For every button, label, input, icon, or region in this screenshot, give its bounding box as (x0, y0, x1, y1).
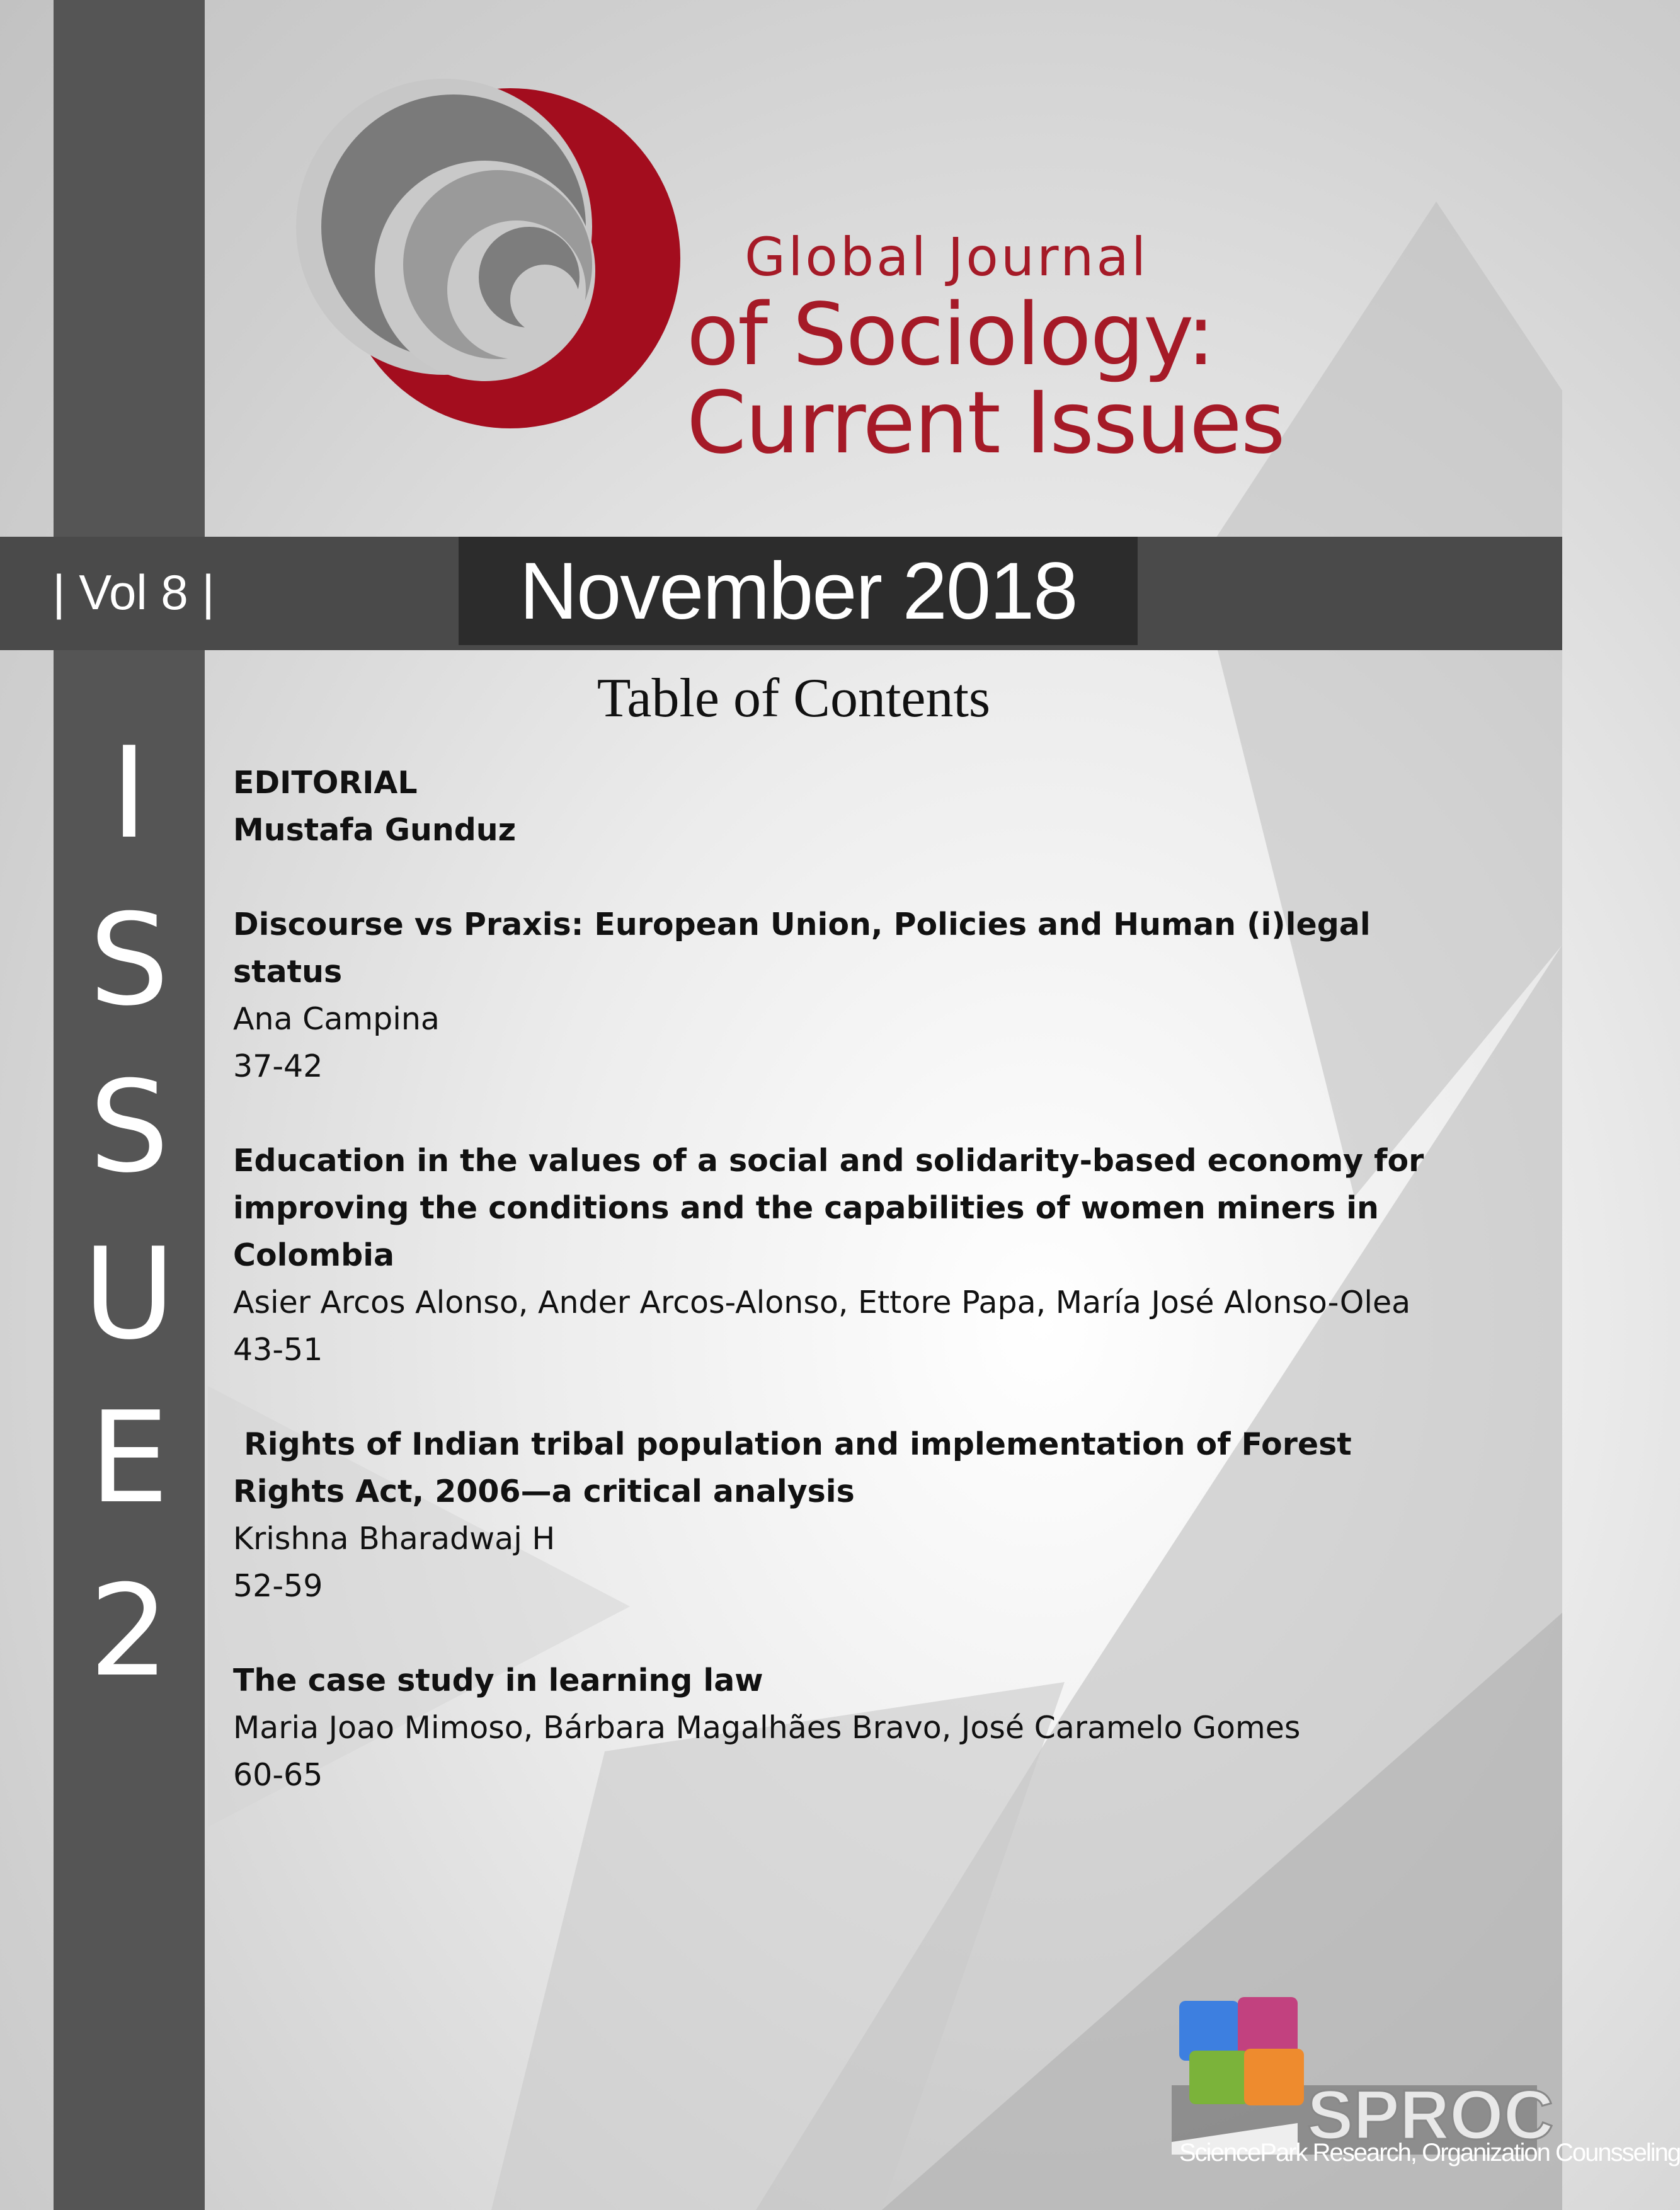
issue-letter: S (89, 1054, 169, 1201)
issue-date: November 2018 (519, 546, 1077, 636)
article-authors: Asier Arcos Alonso, Ander Arcos-Alonso, Ettore Papa, María José Alonso-Olea (233, 1285, 1411, 1320)
article-title[interactable]: Discourse vs Praxis: European Union, Policies and Human (i)legal status (233, 907, 1371, 990)
toc-entry (233, 1137, 1461, 1373)
date-box (459, 537, 1138, 645)
issue-vertical-label (54, 720, 205, 1705)
table-of-contents (233, 759, 1461, 1846)
article-pages: 43-51 (233, 1332, 323, 1368)
issue-letter: I (110, 720, 148, 867)
toc-entry (233, 759, 1461, 854)
issue-letter: U (83, 1221, 176, 1368)
journal-logo-icon (315, 82, 693, 447)
article-title[interactable]: Rights of Indian tribal population and implementation of Forest Rights Act, 2006—a critical analysis (233, 1426, 1363, 1509)
volume-label: | Vol 8 | (52, 564, 215, 620)
sproc-logo-text: SPROC (1307, 2076, 1554, 2154)
article-authors: Maria Joao Mimoso, Bárbara Magalhães Bravo, José Caramelo Gomes (233, 1710, 1301, 1746)
article-authors: Krishna Bharadwaj H (233, 1521, 556, 1557)
journal-title-line3: Current Issues (687, 374, 1284, 473)
journal-title (687, 226, 1317, 473)
toc-entry (233, 901, 1461, 1090)
issue-letter: S (89, 887, 169, 1034)
journal-title-line1: Global Journal (745, 226, 1149, 288)
sproc-logo-icon (1172, 1997, 1554, 2199)
article-pages: 52-59 (233, 1568, 323, 1604)
toc-heading: Table of Contents (597, 668, 991, 729)
article-title[interactable]: EDITORIAL (233, 765, 418, 801)
article-pages: 60-65 (233, 1757, 323, 1793)
article-title[interactable]: Education in the values of a social and solidarity-based economy for improving the conditions and the capabilities of women miners in Colombia (233, 1143, 1424, 1273)
issue-number: 2 (89, 1558, 169, 1705)
article-authors: Ana Campina (233, 1001, 440, 1037)
publisher-caption: SciencePark Research, Organization Counsseling (1179, 2139, 1680, 2167)
toc-entry (233, 1657, 1461, 1799)
article-title[interactable]: The case study in learning law (233, 1663, 763, 1698)
toc-entry (233, 1421, 1461, 1610)
article-authors: Mustafa Gunduz (233, 812, 517, 848)
article-pages: 37-42 (233, 1048, 323, 1084)
issue-letter: E (89, 1385, 169, 1532)
journal-title-line2: of Sociology: (687, 285, 1214, 385)
